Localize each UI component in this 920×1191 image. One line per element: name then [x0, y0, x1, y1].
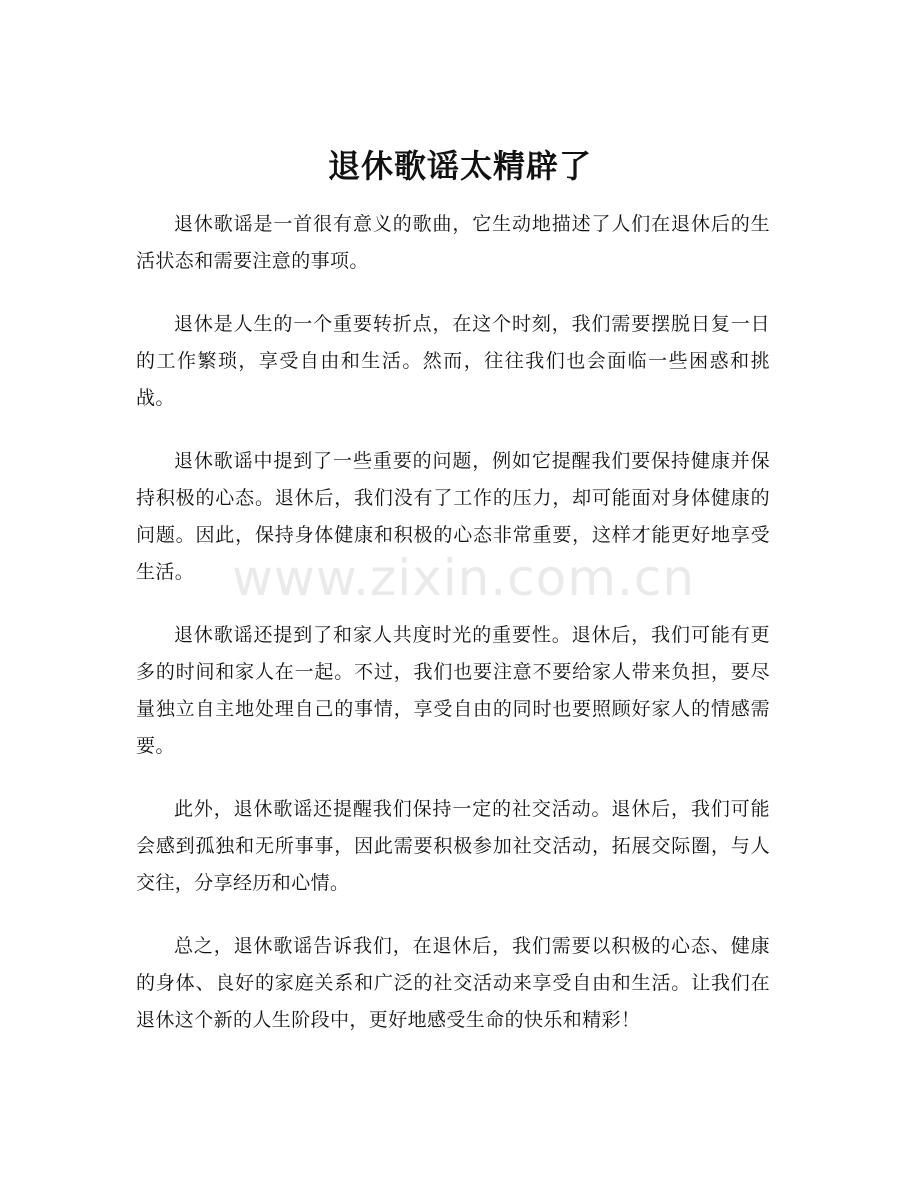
- paragraph-3: 退休歌谣中提到了一些重要的问题，例如它提醒我们要保持健康并保持积极的心态。退休后，我们没有了工作的压力，却可能面对身体健康的问题。因此，保持身体健康和积极的心态非常重要，这样才能更好地享受生活。: [136, 450, 770, 583]
- watermark: www.zixin.com.cn: [232, 549, 696, 607]
- paragraph-5: 此外，退休歌谣还提醒我们保持一定的社交活动。退休后，我们可能会感到孤独和无所事事，因此需要积极参加社交活动，拓展交际圈，与人交往，分享经历和心情。: [136, 798, 770, 894]
- document-body: [136, 206, 770, 1065]
- paragraph-6: 总之，退休歌谣告诉我们，在退休后，我们需要以积极的心态、健康的身体、良好的家庭关系和广泛的社交活动来享受自由和生活。让我们在退休这个新的人生阶段中，更好地感受生命的快乐和精彩！: [136, 935, 770, 1031]
- document-title: 退休歌谣太精辟了: [327, 147, 592, 185]
- paragraph-4: 退休歌谣还提到了和家人共度时光的重要性。退休后，我们可能有更多的时间和家人在一起。不过，我们也要注意不要给家人带来负担，要尽量独立自主地处理自己的事情，享受自由的同时也要照顾好家人的情感需要。: [136, 624, 770, 757]
- paragraph-2: 退休是人生的一个重要转折点，在这个时刻，我们需要摆脱日复一日的工作繁琐，享受自由和生活。然而，往往我们也会面临一些困惑和挑战。: [136, 313, 770, 409]
- paragraph-1: 退休歌谣是一首很有意义的歌曲，它生动地描述了人们在退休后的生活状态和需要注意的事项。: [136, 213, 770, 272]
